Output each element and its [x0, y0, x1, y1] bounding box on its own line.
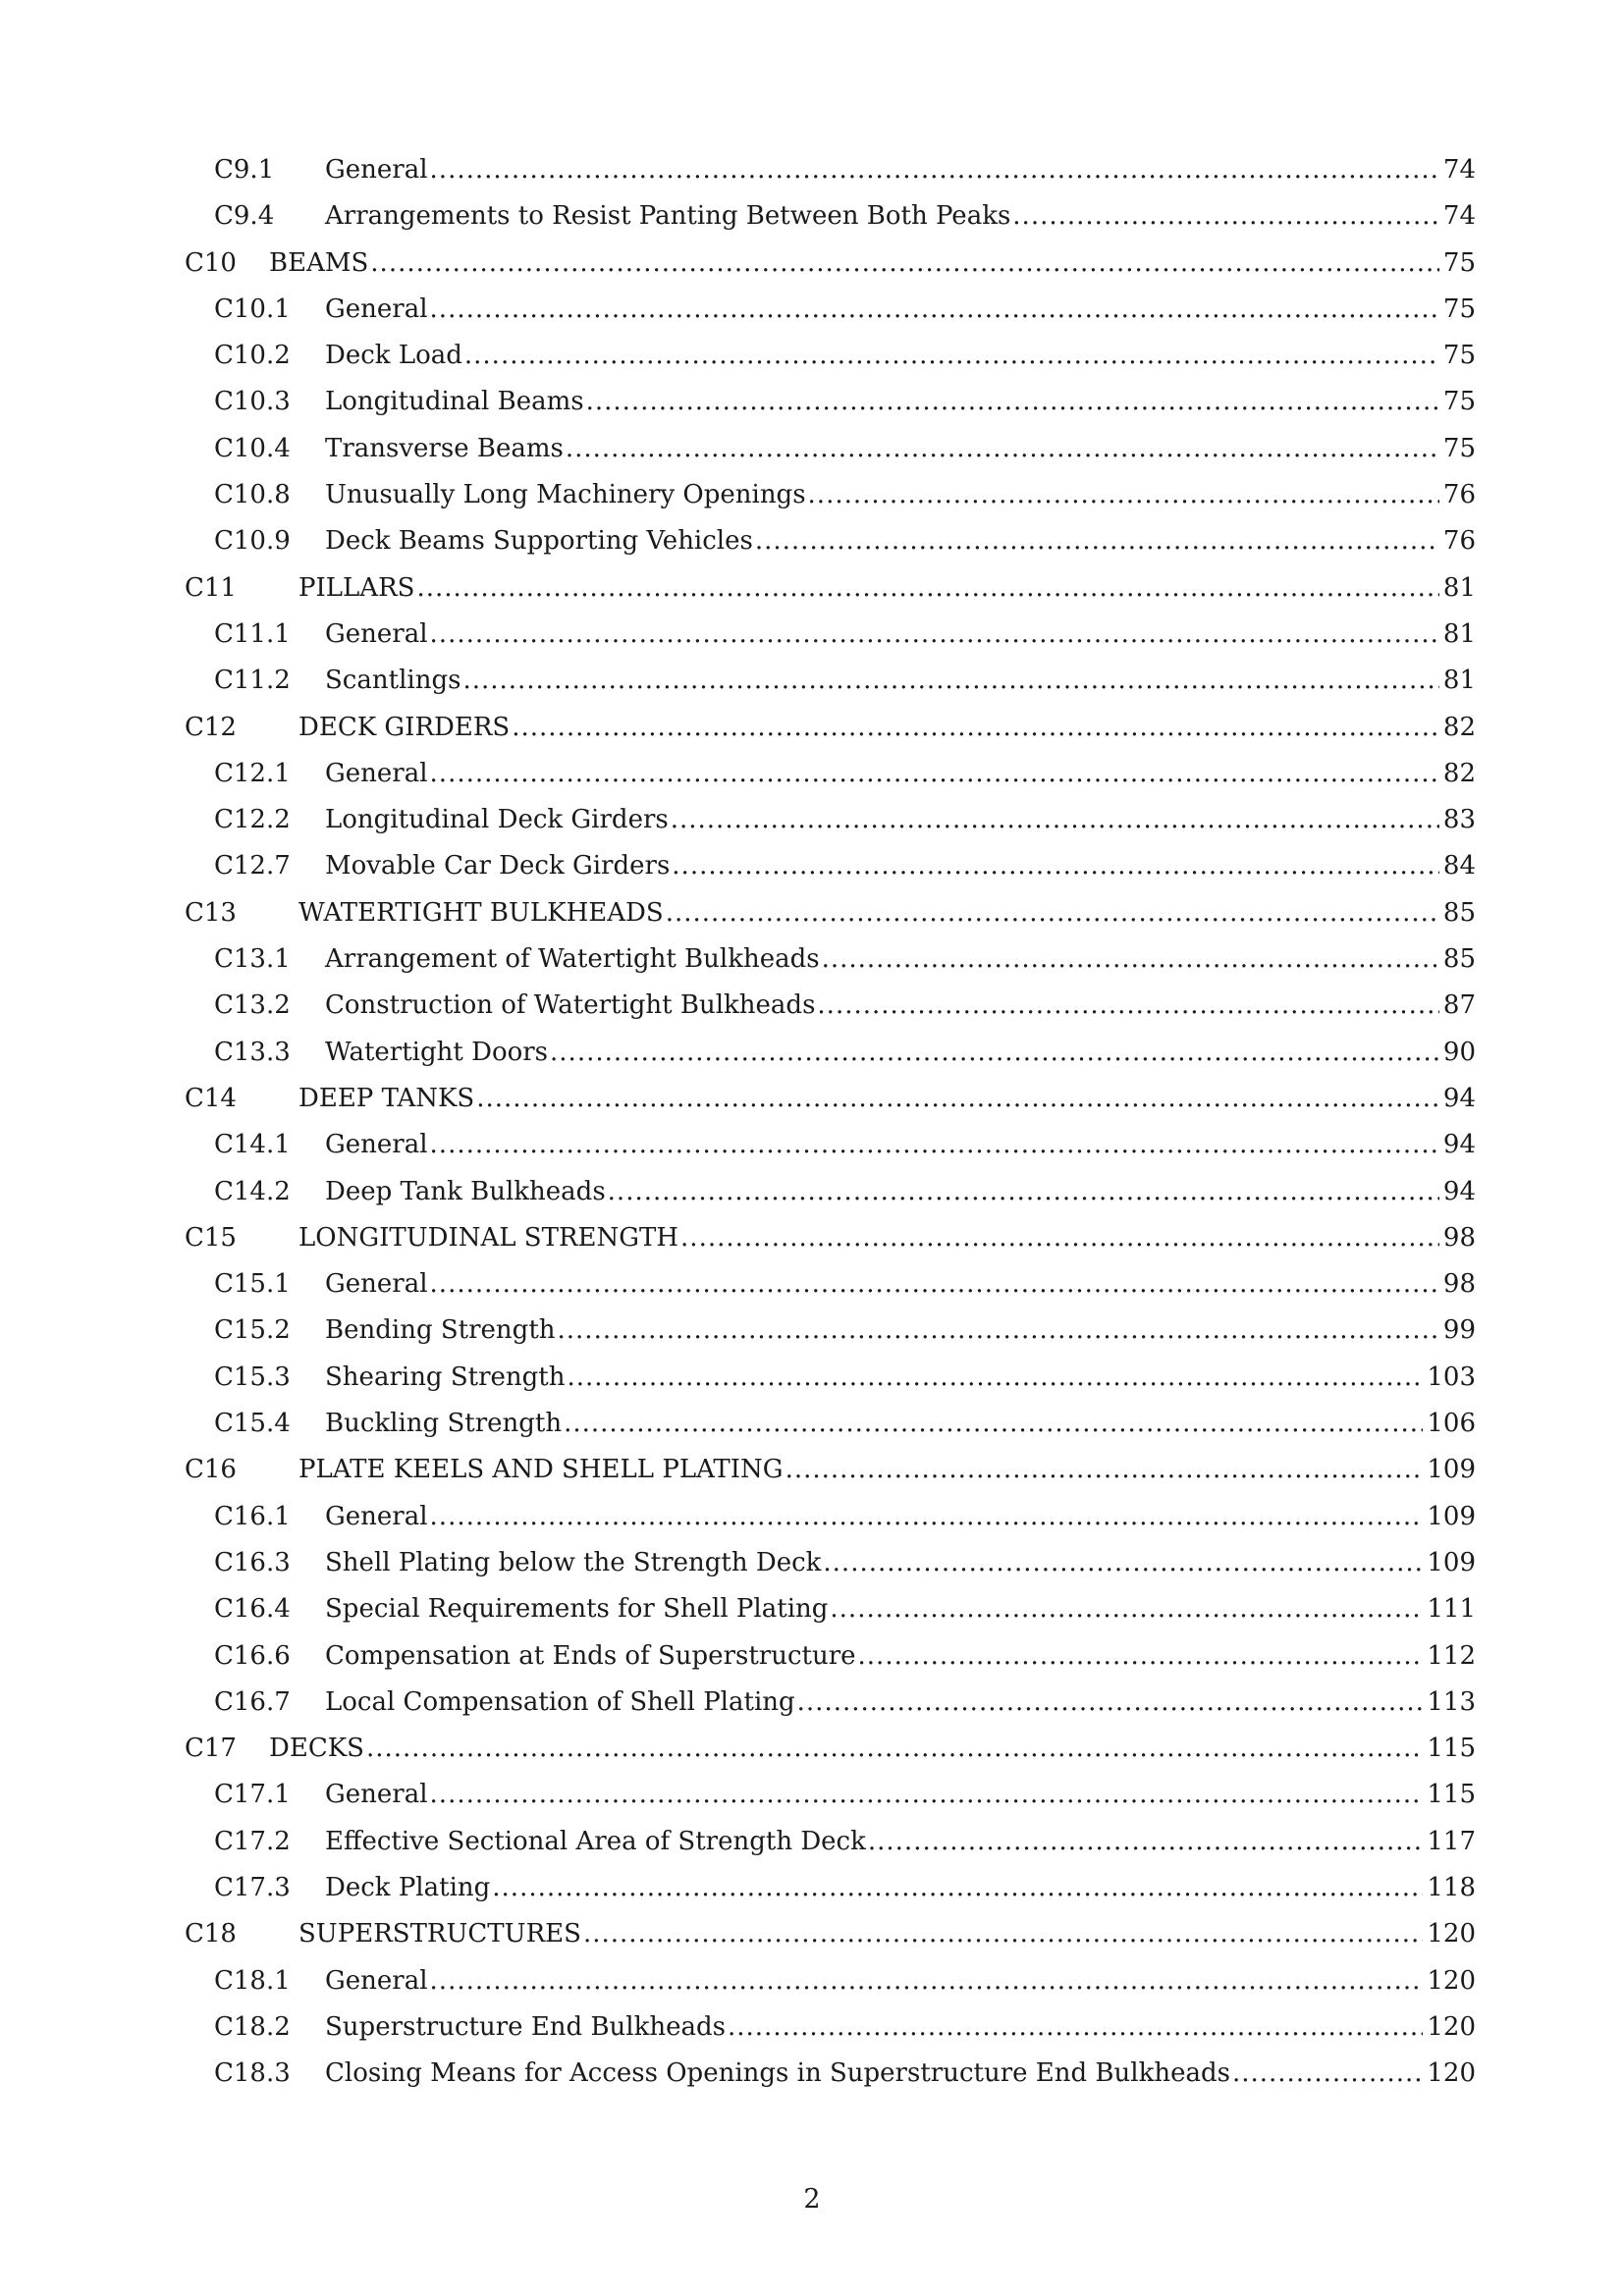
- toc-entry-page: 94: [1442, 1176, 1476, 1206]
- toc-entry-page: 118: [1427, 1872, 1476, 1902]
- toc-entry-number: C17: [185, 1734, 237, 1764]
- toc-entry-number: C17.2: [214, 1826, 291, 1856]
- toc-entry-number: C17.3: [214, 1872, 291, 1902]
- toc-entry-page: 106: [1427, 1409, 1476, 1439]
- toc-entry-number: C10.1: [214, 294, 291, 324]
- toc-subsection-entry[interactable]: [185, 843, 1476, 889]
- toc-entry-number: C13.1: [214, 944, 291, 975]
- toc-subsection-entry[interactable]: [185, 147, 1476, 193]
- toc-subsection-entry[interactable]: [185, 1030, 1476, 1076]
- toc-entry-title: Deck Beams Supporting Vehicles: [325, 526, 753, 557]
- toc-entry-number: C9.1: [214, 155, 275, 185]
- toc-subsection-entry[interactable]: [185, 1819, 1476, 1865]
- toc-entry-number: C16.7: [214, 1686, 291, 1717]
- dot-leader: [492, 1865, 1423, 1911]
- dot-leader: [868, 1819, 1423, 1865]
- dot-leader: [1232, 2051, 1423, 2097]
- toc-entry-page: 74: [1442, 201, 1476, 232]
- toc-entry-page: 94: [1442, 1083, 1476, 1113]
- toc-entry-title: Superstructure End Bulkheads: [325, 2011, 726, 2042]
- toc-entry-title: Closing Means for Access Openings in Superstructure End Bulkheads: [325, 2058, 1230, 2089]
- toc-entry-title: Arrangements to Resist Panting Between Both Peaks: [325, 201, 1011, 232]
- toc-entry-title: Unusually Long Machinery Openings: [325, 480, 806, 510]
- toc-entry-number: C16.4: [214, 1594, 291, 1625]
- dot-leader: [370, 240, 1439, 287]
- toc-entry-number: C18.2: [214, 2011, 291, 2042]
- dot-leader: [817, 983, 1438, 1029]
- toc-entry-title: Compensation at Ends of Superstructure: [325, 1640, 856, 1671]
- dot-leader: [430, 1122, 1439, 1168]
- toc-entry-number: C16.3: [214, 1547, 291, 1577]
- toc-entry-page: 75: [1442, 387, 1476, 417]
- toc-section-entry[interactable]: [185, 1726, 1476, 1772]
- toc-subsection-entry[interactable]: [185, 2004, 1476, 2051]
- toc-entry-number: C15.1: [214, 1269, 291, 1300]
- toc-subsection-entry[interactable]: [185, 472, 1476, 518]
- toc-entry-title: General: [325, 294, 428, 324]
- dot-leader: [512, 705, 1439, 751]
- toc-entry-page: 113: [1427, 1686, 1476, 1717]
- toc-entry-number: C15.4: [214, 1409, 291, 1439]
- dot-leader: [583, 1911, 1423, 1957]
- dot-leader: [728, 2004, 1423, 2051]
- dot-leader: [430, 1494, 1424, 1540]
- toc-entry-page: 82: [1442, 758, 1476, 788]
- toc-entry-page: 90: [1442, 1037, 1476, 1067]
- toc-section-entry[interactable]: [185, 240, 1476, 287]
- toc-entry-page: 109: [1427, 1455, 1476, 1485]
- toc-entry-number: C10.3: [214, 387, 291, 417]
- toc-entry-page: 81: [1442, 572, 1476, 603]
- toc-entry-title: Buckling Strength: [325, 1409, 563, 1439]
- toc-subsection-entry[interactable]: [185, 1355, 1476, 1401]
- dot-leader: [430, 1958, 1424, 2004]
- toc-entry-title: Shell Plating below the Strength Deck: [325, 1547, 822, 1577]
- toc-entry-number: C12.2: [214, 805, 291, 835]
- toc-entry-number: C11.1: [214, 618, 291, 649]
- toc-entry-title: DECKS: [269, 1734, 364, 1764]
- toc-entry-page: 120: [1427, 1965, 1476, 1996]
- toc-section-entry[interactable]: [185, 1911, 1476, 1957]
- toc-subsection-entry[interactable]: [185, 193, 1476, 240]
- toc-section-entry[interactable]: [185, 1076, 1476, 1122]
- toc-entry-number: C18.1: [214, 1965, 291, 1996]
- toc-entry-number: C10.4: [214, 433, 291, 463]
- toc-entry-number: C17.1: [214, 1780, 291, 1810]
- toc-entry-page: 81: [1442, 666, 1476, 696]
- toc-entry-title: Bending Strength: [325, 1315, 556, 1346]
- dot-leader: [430, 751, 1439, 797]
- toc-entry-number: C12: [185, 712, 237, 742]
- toc-entry-page: 85: [1442, 944, 1476, 975]
- toc-entry-page: 75: [1442, 433, 1476, 463]
- dot-leader: [755, 518, 1439, 564]
- toc-entry-title: General: [325, 618, 428, 649]
- dot-leader: [430, 612, 1439, 658]
- toc-entry-title: PILLARS: [298, 572, 415, 603]
- toc-subsection-entry[interactable]: [185, 287, 1476, 333]
- toc-entry-number: C10.9: [214, 526, 291, 557]
- toc-entry-page: 111: [1427, 1594, 1476, 1625]
- toc-entry-page: 84: [1442, 851, 1476, 881]
- toc-entry-title: LONGITUDINAL STRENGTH: [298, 1222, 679, 1253]
- dot-leader: [416, 565, 1438, 612]
- toc-entry-page: 115: [1427, 1780, 1476, 1810]
- dot-leader: [366, 1726, 1423, 1772]
- toc-subsection-entry[interactable]: [185, 1169, 1476, 1215]
- toc-subsection-entry[interactable]: [185, 1958, 1476, 2004]
- toc-subsection-entry[interactable]: [185, 1865, 1476, 1911]
- toc-entry-number: C16.1: [214, 1501, 291, 1531]
- table-of-contents: [185, 147, 1476, 2097]
- toc-entry-page: 94: [1442, 1130, 1476, 1160]
- toc-entry-title: General: [325, 1130, 428, 1160]
- dot-leader: [830, 1586, 1423, 1632]
- toc-entry-number: C15.3: [214, 1362, 291, 1392]
- toc-entry-page: 76: [1442, 480, 1476, 510]
- dot-leader: [666, 890, 1439, 936]
- toc-subsection-entry[interactable]: [185, 1772, 1476, 1818]
- toc-entry-number: C11: [185, 572, 237, 603]
- dot-leader: [464, 333, 1439, 379]
- dot-leader: [558, 1308, 1439, 1354]
- toc-entry-page: 75: [1442, 341, 1476, 371]
- dot-leader: [808, 472, 1439, 518]
- dot-leader: [462, 658, 1438, 704]
- toc-entry-number: C14.2: [214, 1176, 291, 1206]
- toc-entry-page: 109: [1427, 1501, 1476, 1531]
- toc-section-entry[interactable]: [185, 1447, 1476, 1493]
- toc-entry-page: 75: [1442, 294, 1476, 324]
- toc-entry-number: C16: [185, 1455, 237, 1485]
- toc-subsection-entry[interactable]: [185, 1122, 1476, 1168]
- toc-entry-title: General: [325, 1501, 428, 1531]
- toc-entry-number: C15: [185, 1222, 237, 1253]
- dot-leader: [430, 147, 1439, 193]
- toc-subsection-entry[interactable]: [185, 797, 1476, 843]
- toc-subsection-entry[interactable]: [185, 751, 1476, 797]
- toc-entry-page: 74: [1442, 155, 1476, 185]
- toc-subsection-entry[interactable]: [185, 1540, 1476, 1586]
- toc-entry-number: C12.1: [214, 758, 291, 788]
- toc-entry-page: 85: [1442, 897, 1476, 928]
- dot-leader: [1012, 193, 1439, 240]
- toc-entry-title: Longitudinal Beams: [325, 387, 584, 417]
- toc-entry-page: 76: [1442, 526, 1476, 557]
- toc-entry-page: 103: [1427, 1362, 1476, 1392]
- toc-entry-page: 98: [1442, 1269, 1476, 1300]
- dot-leader: [586, 379, 1439, 425]
- toc-entry-number: C13.3: [214, 1037, 291, 1067]
- toc-subsection-entry[interactable]: [185, 518, 1476, 564]
- toc-entry-title: General: [325, 758, 428, 788]
- toc-subsection-entry[interactable]: [185, 333, 1476, 379]
- toc-entry-title: Movable Car Deck Girders: [325, 851, 671, 881]
- dot-leader: [671, 797, 1439, 843]
- dot-leader: [823, 1540, 1423, 1586]
- dot-leader: [680, 1215, 1439, 1261]
- toc-entry-title: Deep Tank Bulkheads: [325, 1176, 606, 1206]
- toc-section-entry[interactable]: [185, 565, 1476, 612]
- dot-leader: [430, 1261, 1439, 1308]
- dot-leader: [672, 843, 1439, 889]
- toc-entry-title: General: [325, 155, 428, 185]
- toc-subsection-entry[interactable]: [185, 1680, 1476, 1726]
- toc-entry-number: C12.7: [214, 851, 291, 881]
- toc-entry-page: 75: [1442, 247, 1476, 278]
- toc-section-entry[interactable]: [185, 1215, 1476, 1261]
- toc-entry-title: Longitudinal Deck Girders: [325, 805, 669, 835]
- toc-entry-title: DECK GIRDERS: [298, 712, 511, 742]
- dot-leader: [608, 1169, 1439, 1215]
- dot-leader: [566, 426, 1439, 472]
- dot-leader: [785, 1447, 1424, 1493]
- toc-entry-title: Scantlings: [325, 666, 461, 696]
- toc-section-entry[interactable]: [185, 890, 1476, 936]
- dot-leader: [564, 1401, 1423, 1447]
- dot-leader: [430, 1772, 1424, 1818]
- toc-subsection-entry[interactable]: [185, 1261, 1476, 1308]
- toc-entry-page: 120: [1427, 2058, 1476, 2089]
- toc-entry-title: Deck Plating: [325, 1872, 491, 1902]
- toc-entry-page: 117: [1427, 1826, 1476, 1856]
- toc-entry-page: 99: [1442, 1315, 1476, 1346]
- toc-entry-page: 120: [1427, 1919, 1476, 1949]
- toc-entry-number: C10: [185, 247, 237, 278]
- dot-leader: [476, 1076, 1439, 1122]
- dot-leader: [550, 1030, 1439, 1076]
- toc-subsection-entry[interactable]: [185, 2051, 1476, 2097]
- toc-entry-title: General: [325, 1965, 428, 1996]
- toc-subsection-entry[interactable]: [185, 1494, 1476, 1540]
- toc-entry-title: Deck Load: [325, 341, 462, 371]
- toc-subsection-entry[interactable]: [185, 936, 1476, 983]
- toc-entry-title: DEEP TANKS: [298, 1083, 475, 1113]
- toc-entry-number: C13: [185, 897, 237, 928]
- toc-subsection-entry[interactable]: [185, 426, 1476, 472]
- toc-entry-title: Transverse Beams: [325, 433, 564, 463]
- toc-entry-number: C10.2: [214, 341, 291, 371]
- toc-entry-number: C14: [185, 1083, 237, 1113]
- toc-entry-number: C14.1: [214, 1130, 291, 1160]
- toc-entry-title: Effective Sectional Area of Strength Deck: [325, 1826, 866, 1856]
- toc-subsection-entry[interactable]: [185, 983, 1476, 1029]
- toc-subsection-entry[interactable]: [185, 1586, 1476, 1632]
- dot-leader: [430, 287, 1439, 333]
- toc-entry-title: General: [325, 1269, 428, 1300]
- toc-entry-number: C11.2: [214, 666, 291, 696]
- toc-entry-title: Special Requirements for Shell Plating: [325, 1594, 829, 1625]
- toc-entry-number: C18.3: [214, 2058, 291, 2089]
- toc-entry-title: Watertight Doors: [325, 1037, 549, 1067]
- toc-entry-number: C9.4: [214, 201, 275, 232]
- toc-entry-number: C18: [185, 1919, 237, 1949]
- toc-entry-title: SUPERSTRUCTURES: [298, 1919, 581, 1949]
- toc-entry-page: 115: [1427, 1734, 1476, 1764]
- toc-entry-page: 120: [1427, 2011, 1476, 2042]
- toc-entry-number: C16.6: [214, 1640, 291, 1671]
- dot-leader: [568, 1355, 1424, 1401]
- toc-subsection-entry[interactable]: [185, 1633, 1476, 1680]
- toc-entry-page: 81: [1442, 618, 1476, 649]
- toc-subsection-entry[interactable]: [185, 1308, 1476, 1354]
- dot-leader: [797, 1680, 1424, 1726]
- toc-entry-title: BEAMS: [269, 247, 369, 278]
- toc-entry-title: Local Compensation of Shell Plating: [325, 1686, 795, 1717]
- toc-entry-title: Construction of Watertight Bulkheads: [325, 990, 816, 1021]
- toc-entry-page: 98: [1442, 1222, 1476, 1253]
- toc-subsection-entry[interactable]: [185, 612, 1476, 658]
- toc-entry-number: C10.8: [214, 480, 291, 510]
- toc-entry-title: PLATE KEELS AND SHELL PLATING: [298, 1455, 784, 1485]
- toc-subsection-entry[interactable]: [185, 1401, 1476, 1447]
- toc-entry-page: 112: [1427, 1640, 1476, 1671]
- toc-entry-number: C15.2: [214, 1315, 291, 1346]
- toc-entry-number: C13.2: [214, 990, 291, 1021]
- toc-subsection-entry[interactable]: [185, 658, 1476, 704]
- dot-leader: [822, 936, 1439, 983]
- toc-entry-page: 87: [1442, 990, 1476, 1021]
- page-number: 2: [803, 2184, 821, 2215]
- toc-entry-title: Shearing Strength: [325, 1362, 566, 1392]
- toc-entry-page: 83: [1442, 805, 1476, 835]
- toc-section-entry[interactable]: [185, 705, 1476, 751]
- toc-entry-title: WATERTIGHT BULKHEADS: [298, 897, 664, 928]
- toc-entry-page: 109: [1427, 1547, 1476, 1577]
- toc-entry-page: 82: [1442, 712, 1476, 742]
- toc-entry-title: Arrangement of Watertight Bulkheads: [325, 944, 820, 975]
- dot-leader: [858, 1633, 1424, 1680]
- toc-subsection-entry[interactable]: [185, 379, 1476, 425]
- toc-entry-title: General: [325, 1780, 428, 1810]
